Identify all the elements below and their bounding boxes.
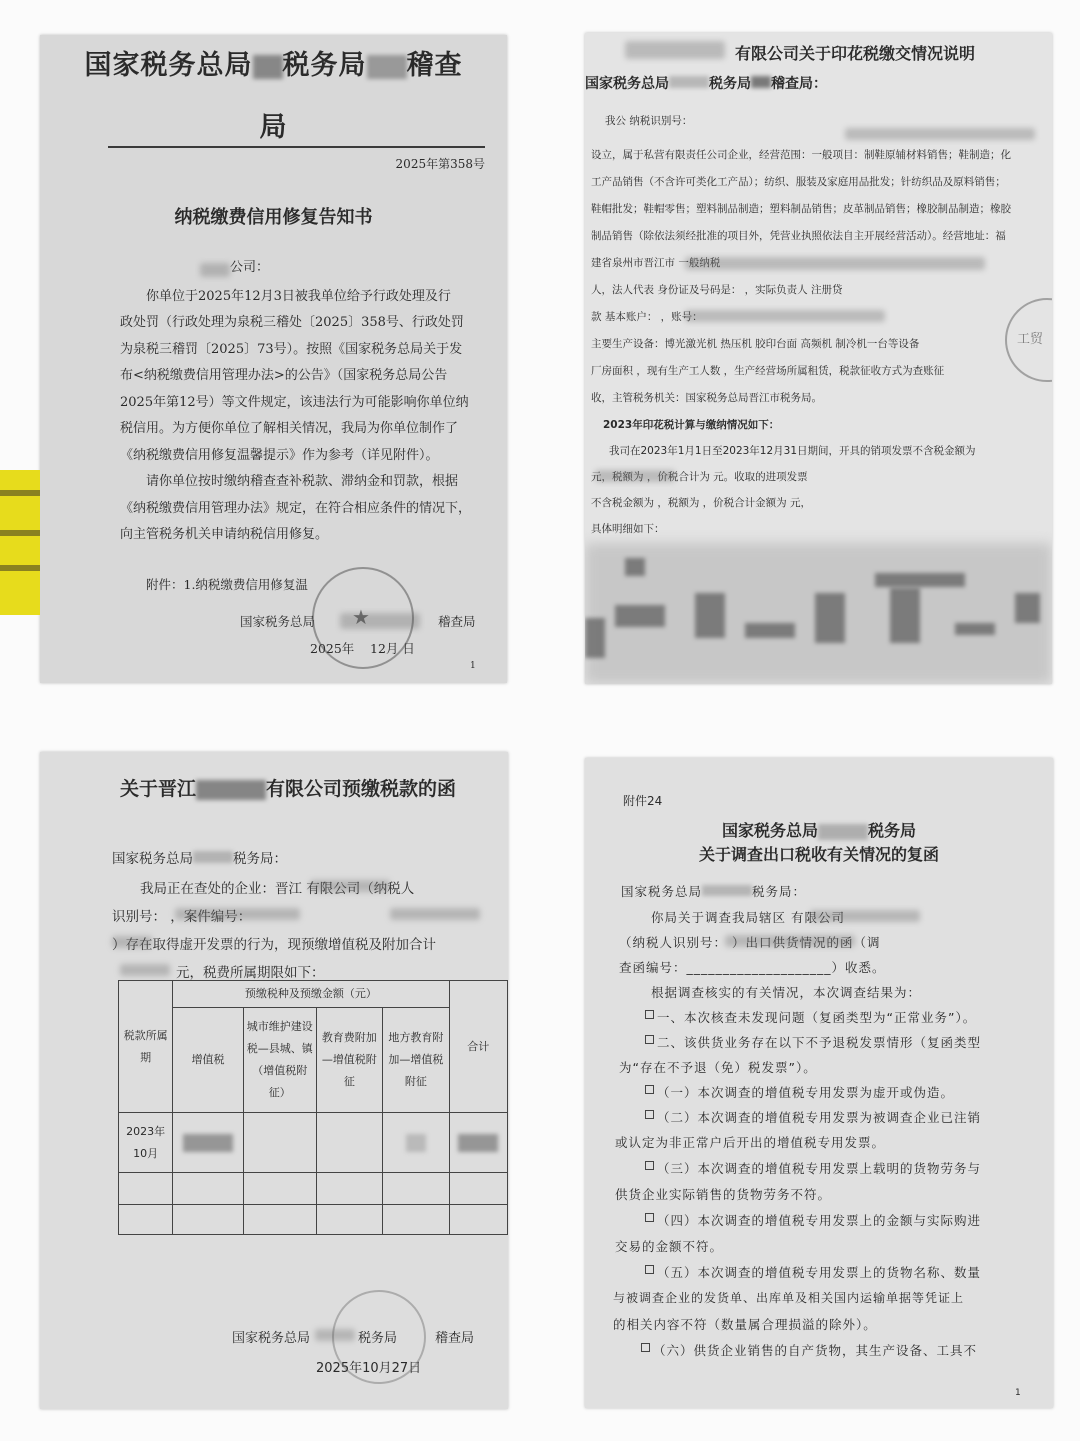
checkbox-icon — [645, 1265, 654, 1274]
body-line: 元，税费所属期限如下： — [176, 965, 325, 981]
checkbox-icon — [645, 1085, 654, 1094]
checkbox-icon — [645, 1110, 654, 1119]
table-group-header: 预缴税种及预缴金额（元） — [173, 981, 449, 1008]
body-line: 布<纳税缴费信用管理办法>的公告》（国家税务总局公告 — [120, 368, 448, 383]
document-page-prepayment-letter — [40, 752, 508, 1409]
body-line: 设立，属于私营有限责任公司企业，经营范围：一般项目：制鞋原辅材料销售；鞋制造；化 — [591, 149, 1011, 161]
body-line: 鞋帽批发；鞋帽零售；塑料制品制造；塑料制品销售；皮革制品销售；橡胶制品制造；橡胶 — [591, 203, 1011, 215]
addressee: 国家税务总局 税务局： — [112, 851, 287, 867]
vat-cell — [173, 1113, 244, 1173]
header-rule — [108, 146, 485, 148]
attachment-line: 附件：1.纳税缴费信用修复温 — [146, 577, 308, 592]
body-line: 供货企业实际销售的货物劳务不符。 — [615, 1187, 832, 1202]
signature-org-suffix: 稽查局 — [438, 614, 476, 629]
column-header-period: 税款所属期 — [119, 981, 173, 1113]
table-row — [119, 1113, 508, 1173]
document-page-stamp-duty-statement — [585, 33, 1052, 684]
education-cell — [316, 1113, 383, 1173]
column-header-education-surcharge: 教育费附加—增值税附征 — [316, 1008, 383, 1113]
body-line: 请你单位按时缴纳稽查查补税款、滞纳金和罚款，根据 — [146, 474, 459, 489]
body-line: 工产品销售（不含许可类化工产品）；纺织、服装及家庭用品批发；针纺织品及原料销售； — [591, 176, 1006, 188]
page-title-line1: 国家税务总局 税务局 稽查 — [84, 50, 463, 81]
signature-date: 12月 日 — [370, 641, 415, 656]
body-line: 《纳税缴费信用修复温馨提示》作为参考（详见附件）。 — [120, 448, 439, 463]
body-line: 我司在2023年1月1日至2023年12月31日期间，开具的销项发票不含税金额为 — [609, 445, 976, 457]
body-line: 交易的金额不符。 — [615, 1239, 724, 1254]
local-education-cell — [383, 1113, 450, 1173]
checkbox-icon — [645, 1010, 654, 1019]
signature-org: 国家税务总局 — [240, 614, 316, 629]
option-item: （六）供货企业销售的自产货物，其生产设备、工具不 — [641, 1341, 977, 1359]
checkbox-icon — [641, 1343, 650, 1352]
prepayment-table — [118, 980, 508, 1235]
official-seal — [332, 1290, 426, 1384]
body-line: 具体明细如下： — [591, 523, 665, 535]
body-line: 税信用。为方便你单位了解相关情况，我局为你单位制作了 — [120, 421, 459, 436]
page-number: 1 — [470, 661, 476, 671]
option-item: （五）本次调查的增值税专用发票上的货物名称、数量 — [645, 1263, 981, 1281]
body-line: 为“存在不予退（免）税发票”）。 — [619, 1060, 817, 1075]
body-line: 《纳税缴费信用管理办法》规定，在符合相应条件的情况下， — [120, 501, 472, 516]
option-item: 二、该供货业务存在以下不予退税发票情形（复函类型 — [645, 1033, 981, 1051]
signature-date: 2025年10月27日 — [316, 1361, 422, 1376]
body-line: 收，主管税务机关：国家税务总局晋江市税务局。 — [591, 392, 822, 404]
column-header-total: 合计 — [449, 981, 507, 1113]
signature-date-year: 2025年 — [310, 641, 355, 656]
total-cell — [449, 1113, 507, 1173]
body-line: 与被调查企业的发货单、出库单及相关国内运输单据等凭证上 — [613, 1291, 965, 1305]
body-line: 或认定为非正常户后开出的增值税专用发票。 — [615, 1135, 886, 1150]
body-line: 制品销售（除依法须经批准的项目外，凭营业执照依法自主开展经营活动）。经营地址：福 — [591, 230, 1006, 242]
body-line: 的相关内容不符（数量属合理损溢的除外）。 — [613, 1317, 877, 1332]
column-header-vat: 增值税 — [173, 1008, 244, 1113]
urban-tax-cell — [243, 1113, 316, 1173]
body-line: 元，税额为 ，价税合计为 元。收取的进项发票 — [591, 471, 808, 483]
body-line: 人，法人代表 身份证及号码是： ，实际负责人 注册贷 — [591, 284, 843, 296]
body-line: 2025年第12号）等文件规定，该违法行为可能影响你单位纳 — [120, 395, 469, 410]
page-number: 1 — [1015, 1388, 1021, 1398]
body-line: 向主管税务机关申请纳税信用修复。 — [120, 527, 329, 542]
option-item: 一、本次核查未发现问题（复函类型为“正常业务”）。 — [645, 1008, 976, 1026]
body-line: 建省泉州市晋江市 一般纳税 — [591, 257, 721, 269]
document-page-credit-repair-notice — [40, 35, 507, 683]
page-title: 关于晋江 有限公司预缴税款的函 — [120, 778, 457, 800]
body-line: 政处罚（行政处理为泉税三稽处〔2025〕358号、行政处罚 — [120, 315, 464, 330]
body-line: 根据调查核实的有关情况，本次调查结果为： — [651, 985, 922, 1000]
body-line: ）存在取得虚开发票的行为，现预缴增值税及附加合计 — [112, 937, 436, 953]
option-item: （三）本次调查的增值税专用发票上载明的货物劳务与 — [645, 1159, 981, 1177]
body-line: 我局正在查处的企业：晋江 有限公司（纳税人 — [140, 881, 415, 897]
body-line: 款 基本账户： ，账号： — [591, 311, 703, 323]
column-header-urban-tax: 城市维护建设税—县城、镇（增值税附征） — [243, 1008, 316, 1113]
document-page-export-tax-reply — [585, 758, 1053, 1408]
body-line: 不含税金额为 ，税额为 ，价税合计金额为 元， — [591, 497, 812, 509]
option-item: （四）本次调查的增值税专用发票上的金额与实际购进 — [645, 1211, 981, 1229]
signature-org-suffix: 稽查局 — [435, 1331, 475, 1346]
document-number: 2025年第358号 — [395, 157, 485, 171]
document-heading: 纳税缴费信用修复告知书 — [174, 207, 373, 228]
body-line: （纳税人识别号： ）出口供货情况的函（调 — [619, 935, 881, 950]
checkbox-icon — [645, 1035, 654, 1044]
body-line: 你单位于2025年12月3日被我单位给予行政处理及行 — [146, 289, 451, 304]
page-title: 有限公司关于印花税缴交情况说明 — [735, 44, 976, 63]
page-title-line1: 国家税务总局 税务局 — [721, 821, 917, 840]
page-title-line2: 局 — [259, 112, 288, 143]
option-item: （一）本次调查的增值税专用发票为虚开或伪造。 — [645, 1083, 954, 1101]
checkbox-icon — [645, 1213, 654, 1222]
body-line: 我公 纳税识别号： — [605, 115, 693, 127]
period-cell: 2023年 10月 — [119, 1113, 173, 1173]
signature-org-mid: 税务局 — [358, 1331, 398, 1346]
body-line: 你局关于调查我局辖区 有限公司 — [651, 910, 845, 925]
body-line: 识别号： ，案件编号： — [112, 909, 252, 925]
section-subheading: 2023年印花税计算与缴纳情况如下： — [603, 419, 780, 431]
table-row — [119, 1173, 508, 1205]
addressee: 公司： — [230, 260, 270, 275]
column-header-local-education-surcharge: 地方教育附加—增值税附征 — [383, 1008, 450, 1113]
binder-clip — [0, 470, 40, 615]
seal-text: 工贸 — [1017, 332, 1044, 347]
table-row — [119, 1205, 508, 1235]
annex-label: 附件24 — [623, 794, 663, 808]
body-line: 为泉税三稽罚〔2025〕73号）。按照《国家税务总局关于发 — [120, 342, 463, 357]
body-line: 厂房面积 ，现有生产工人数 ，生产经营场所属租赁，税款征收方式为查账征 — [591, 365, 945, 377]
seal-star-icon: ★ — [352, 605, 370, 629]
checkbox-icon — [645, 1161, 654, 1170]
addressee: 国家税务总局 税务局： — [621, 884, 807, 899]
body-line: 主要生产设备：博光激光机 热压机 胶印台面 高频机 制冷机一台等设备 — [591, 338, 920, 350]
option-item: （二）本次调查的增值税专用发票为被调查企业已注销 — [645, 1108, 981, 1126]
signature-org: 国家税务总局 — [232, 1331, 311, 1346]
addressee: 国家税务总局 税务局 稽查局： — [585, 76, 827, 92]
body-line: 查函编号：____________________）收悉。 — [619, 960, 886, 975]
page-title-line2: 关于调查出口税收有关情况的复函 — [698, 845, 939, 864]
